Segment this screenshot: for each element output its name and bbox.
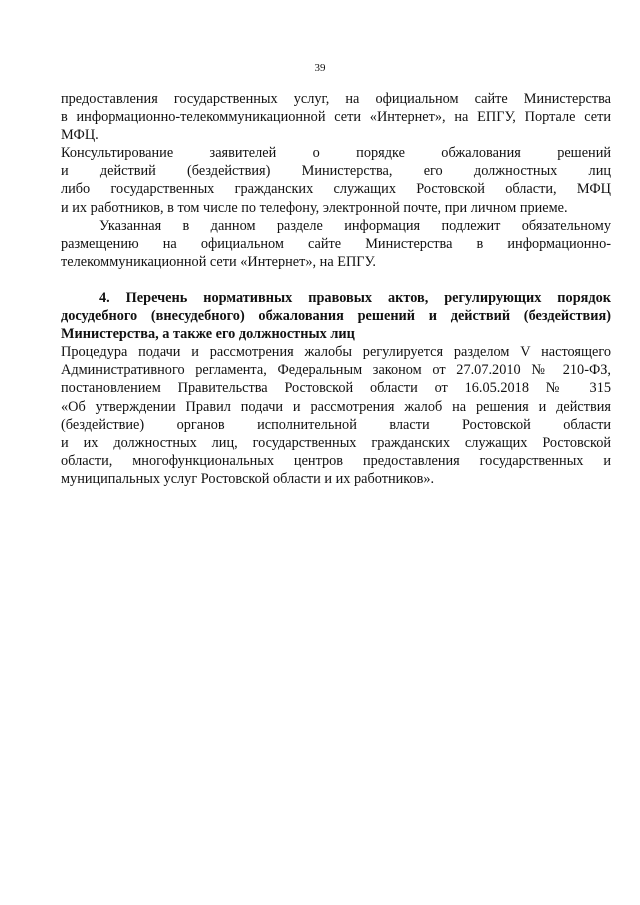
text-line: размещению на официальном сайте Министерства в информационно- [61, 235, 611, 252]
paragraph-placement [61, 217, 611, 271]
text-line: предоставления государственных услуг, на официальном сайте Министерства [61, 91, 611, 107]
paragraph-consultation [61, 144, 611, 216]
heading-line: досудебного (внесудебного) обжалования решений и действий (бездействия) [61, 308, 611, 325]
paragraph-publication [61, 90, 611, 144]
section-heading [61, 289, 611, 343]
text-line: телекоммуникационной сети «Интернет», на ЕПГУ. [61, 253, 376, 270]
spacer [61, 271, 611, 289]
document-body [61, 90, 611, 488]
heading-line: Министерства, а также его должностных лиц [61, 326, 355, 343]
heading-line: 4. Перечень нормативных правовых актов, регулирующих порядок [99, 289, 611, 306]
text-line: Процедура подачи и рассмотрения жалобы регулируется разделом V настоящего [61, 344, 611, 361]
text-line: Указанная в данном разделе информация подлежит обязательному [99, 217, 611, 234]
text-line: «Об утверждении Правил подачи и рассмотрения жалоб на решения и действия [61, 398, 611, 415]
text-line: (бездействие) органов исполнительной власти Ростовской области [61, 416, 611, 433]
text-line: области, многофункциональных центров предоставления государственных и [61, 452, 611, 469]
text-line: Консультирование заявителей о порядке обжалования решений [61, 145, 611, 162]
text-line: муниципальных услуг Ростовской области и их работников». [61, 470, 435, 487]
text-line: МФЦ. [61, 127, 99, 144]
text-line: в информационно-телекоммуникационной сети «Интернет», на ЕПГУ, Портале сети [61, 109, 611, 126]
paragraph-procedure [61, 343, 611, 488]
text-line: и их работников, в том числе по телефону, электронной почте, при личном приеме. [61, 199, 568, 216]
text-line: Административного регламента, Федеральным законом от 27.07.2010 № 210-ФЗ, [61, 362, 611, 379]
text-line: и действий (бездействия) Министерства, его должностных лиц [61, 163, 611, 180]
text-line: и их должностных лиц, государственных гражданских служащих Ростовской [61, 434, 611, 451]
text-line: либо государственных гражданских служащих Ростовской области, МФЦ [61, 181, 611, 198]
text-line: постановлением Правительства Ростовской области от 16.05.2018 № 315 [61, 380, 611, 397]
page-number: 39 [314, 62, 326, 74]
